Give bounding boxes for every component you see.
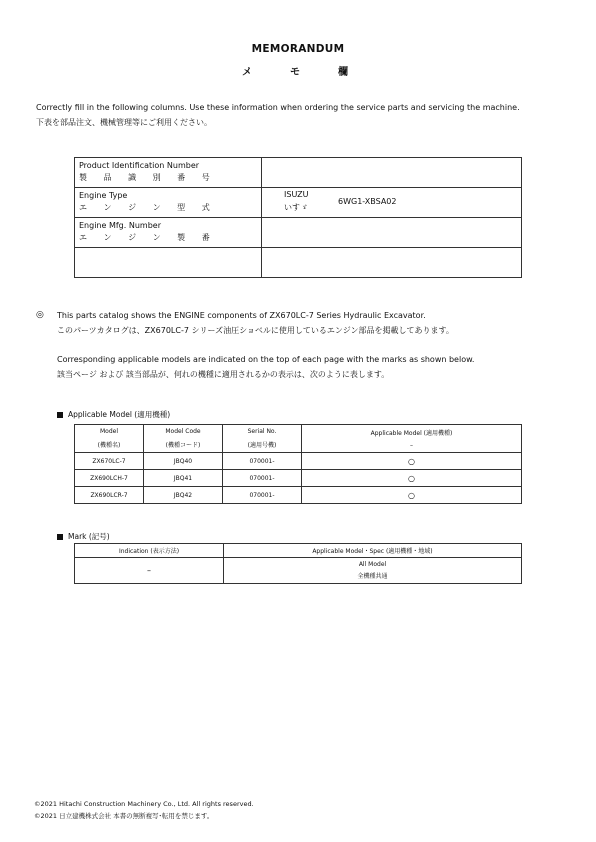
model-code-cell: JBQ40 bbox=[144, 453, 223, 470]
page-subtitle: メ モ 欄 bbox=[242, 67, 354, 78]
engine-type-label-jp: エ ン ジ ン 型 式 bbox=[79, 203, 217, 212]
table-row bbox=[75, 558, 522, 584]
model-cell: ZX690LCR-7 bbox=[75, 487, 144, 504]
table-row bbox=[75, 218, 522, 248]
engine-type-label: Engine Type bbox=[79, 191, 128, 200]
spec-en: All Model bbox=[358, 561, 387, 568]
square-bullet-icon bbox=[57, 534, 63, 540]
header-model-code-jp: (機種コード) bbox=[165, 442, 201, 449]
model-cell: ZX690LCH-7 bbox=[75, 470, 144, 487]
header-model-jp: (機種名) bbox=[97, 442, 121, 449]
engine-type-value: 6WG1-XBSA02 bbox=[338, 197, 397, 206]
indication-cell: – bbox=[75, 558, 224, 584]
header-indication: Indication (表示方法) bbox=[75, 544, 224, 558]
applicable-model-heading bbox=[57, 409, 170, 420]
table-cell bbox=[75, 218, 262, 248]
mark-heading-text: Mark (記号) bbox=[68, 532, 110, 541]
engine-maker-jp: いすゞ bbox=[284, 203, 308, 212]
bullet-icon: ◎ bbox=[36, 310, 44, 320]
engine-mfg-label: Engine Mfg. Number bbox=[79, 221, 161, 230]
mark-heading bbox=[57, 531, 110, 542]
engine-maker: ISUZU bbox=[284, 190, 309, 199]
table-row bbox=[75, 487, 522, 504]
header-applicable bbox=[302, 425, 522, 453]
table-row bbox=[75, 188, 522, 218]
product-id-label: Product Identification Number bbox=[79, 161, 200, 170]
serial-cell: 070001- bbox=[223, 487, 302, 504]
header-model-code bbox=[144, 425, 223, 453]
mark-table bbox=[74, 543, 522, 584]
spec-jp: 全機種共通 bbox=[357, 573, 388, 580]
model-code-cell: JBQ42 bbox=[144, 487, 223, 504]
product-id-value[interactable] bbox=[262, 158, 522, 188]
intro-text-en: Correctly fill in the following columns. Use these information when ordering the service parts and servicing the machine. bbox=[36, 103, 520, 112]
footer-copyright-jp: ©2021 日立建機株式会社 本書の無断複写･転用を禁じます。 bbox=[34, 812, 214, 820]
engine-type-value-cell[interactable] bbox=[262, 188, 522, 218]
models-note-jp: 該当ページ および 該当部品が、何れの機種に適用されるかの表示は、次のように表します。 bbox=[57, 370, 390, 379]
product-id-label-jp: 製 品 識 別 番 号 bbox=[79, 173, 217, 182]
catalog-note-jp: このパーツカタログは、ZX670LC-7 シリーズ油圧ショベルに使用しているエンジン部品を掲載してあります。 bbox=[57, 326, 454, 335]
model-code-cell: JBQ41 bbox=[144, 470, 223, 487]
table-row bbox=[75, 453, 522, 470]
models-note-en: Corresponding applicable models are indicated on the top of each page with the marks as shown below. bbox=[57, 355, 475, 364]
header-model bbox=[75, 425, 144, 453]
header-spec: Applicable Model・Spec (適用機種・地域) bbox=[224, 544, 522, 558]
header-applicable-jp: – bbox=[410, 442, 413, 449]
table-row bbox=[75, 248, 522, 278]
identification-table bbox=[74, 157, 522, 278]
blank-label-cell bbox=[75, 248, 262, 278]
catalog-note-en: This parts catalog shows the ENGINE components of ZX670LC-7 Series Hydraulic Excavator. bbox=[57, 311, 426, 320]
footer-copyright-en: ©2021 Hitachi Construction Machinery Co., Ltd. All rights reserved. bbox=[34, 800, 254, 808]
header-applicable-en: Applicable Model (適用機種) bbox=[370, 430, 453, 437]
header-model-en: Model bbox=[99, 428, 118, 435]
mark-cell: ○ bbox=[302, 453, 522, 470]
mark-cell: ○ bbox=[302, 487, 522, 504]
intro-text-jp: 下表を部品注文、機械管理等にご利用ください。 bbox=[36, 118, 212, 127]
page-title: MEMORANDUM bbox=[251, 43, 345, 55]
serial-cell: 070001- bbox=[223, 470, 302, 487]
model-cell: ZX670LC-7 bbox=[75, 453, 144, 470]
table-cell bbox=[75, 188, 262, 218]
engine-mfg-label-jp: エ ン ジ ン 製 番 bbox=[79, 233, 217, 242]
header-serial bbox=[223, 425, 302, 453]
engine-mfg-value[interactable] bbox=[262, 218, 522, 248]
square-bullet-icon bbox=[57, 412, 63, 418]
table-header-row bbox=[75, 425, 522, 453]
table-row bbox=[75, 470, 522, 487]
applicable-model-table bbox=[74, 424, 522, 504]
spec-cell bbox=[224, 558, 522, 584]
applicable-model-heading-text: Applicable Model (適用機種) bbox=[68, 410, 171, 419]
header-serial-en: Serial No. bbox=[247, 428, 277, 435]
mark-cell: ○ bbox=[302, 470, 522, 487]
table-cell bbox=[75, 158, 262, 188]
table-row bbox=[75, 158, 522, 188]
header-serial-jp: (適用号機) bbox=[247, 442, 277, 449]
blank-value-cell[interactable] bbox=[262, 248, 522, 278]
table-header-row bbox=[75, 544, 522, 558]
serial-cell: 070001- bbox=[223, 453, 302, 470]
header-model-code-en: Model Code bbox=[165, 428, 201, 435]
